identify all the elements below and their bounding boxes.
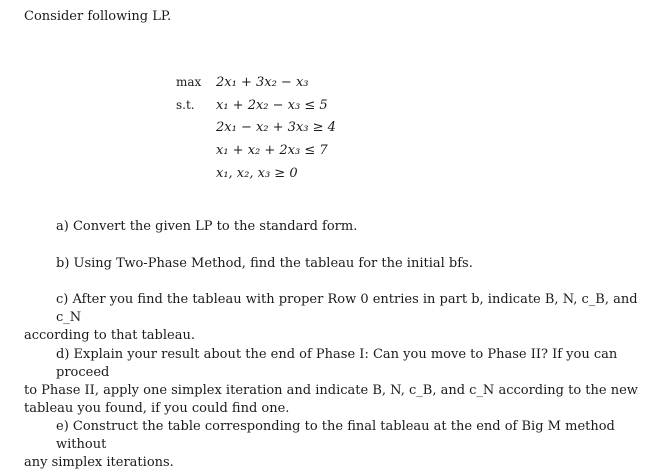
question-e [24,418,650,472]
question-c [24,291,650,345]
question-text-continued: according to that tableau. [24,328,195,343]
objective-expression: 2x₁ + 3x₂ − x₃ [216,75,309,90]
question-text: d) Explain your result about the end of Phase I: Can you move to Phase II? If you can proceed [56,347,618,380]
question-text-continued: to Phase II, apply one simplex iteration and indicate B, N, c_B, and c_N according to the new tableau you found, if you could find one. [24,383,638,416]
constraint-expression: x₁ + x₂ + 2x₃ ≤ 7 [216,143,328,158]
constraint-row [176,97,336,120]
question-text: a) Convert the given LP to the standard form. [56,219,358,234]
objective-row [176,74,336,97]
intro-text: Consider following LP. [24,9,172,24]
objective-keyword: max [176,75,202,89]
question-text: e) Construct the table corresponding to the final tableau at the end of Big M method without [56,419,615,452]
constraint-row [176,143,336,166]
constraint-expression: 2x₁ − x₂ + 3x₃ ≥ 4 [216,120,336,135]
constraint-expression: x₁ + 2x₂ − x₃ ≤ 5 [216,98,328,113]
question-text: b) Using Two-Phase Method, find the tableau for the initial bfs. [56,256,473,271]
nonnegativity-expression: x₁, x₂, x₃ ≥ 0 [216,166,298,181]
nonnegativity-row [176,166,336,189]
constraints-keyword: s.t. [176,98,195,112]
question-text-continued: any simplex iterations. [24,455,174,470]
constraint-row [176,120,336,143]
question-a [24,218,650,236]
question-d [24,346,650,418]
question-b [24,255,650,273]
question-text: c) After you find the tableau with proper Row 0 entries in part b, indicate B, N, c_B, and c_N [56,292,638,325]
lp-formulation [176,74,336,189]
